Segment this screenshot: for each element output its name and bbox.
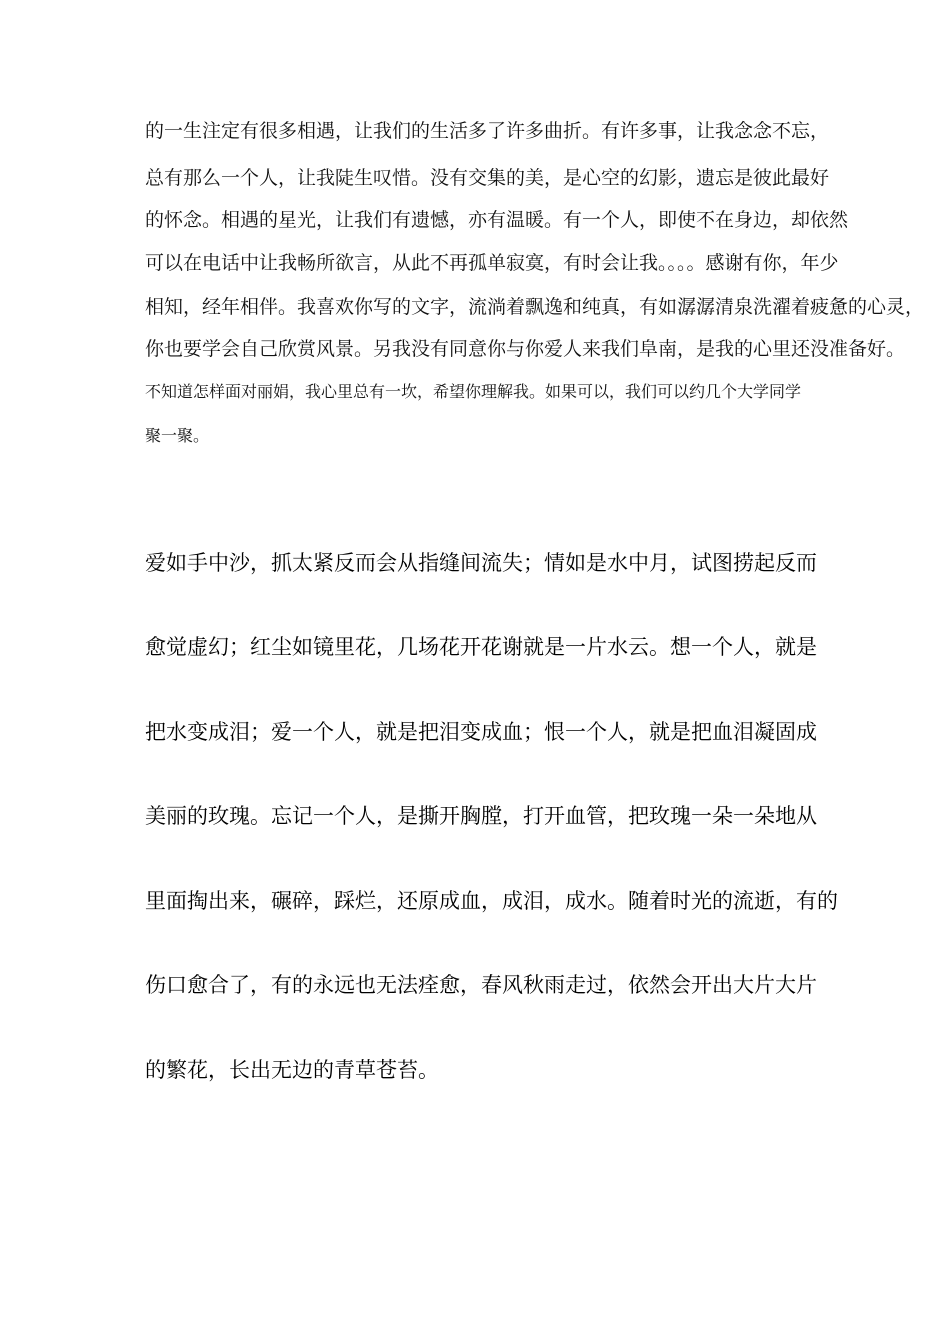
paragraph-line: 的一生注定有很多相遇，让我们的生活多了许多曲折。有许多事，让我念念不忘， [145, 120, 830, 142]
paragraph-line: 不知道怎样面对丽娟，我心里总有一坎，希望你理解我。如果可以，我们可以约几个大学同学 [145, 382, 802, 401]
paragraph-line: 的怀念。相遇的星光，让我们有遗憾，亦有温暖。有一个人，即使不在身边，却依然 [145, 209, 849, 231]
paragraph-line: 聚一聚。 [145, 426, 210, 445]
paragraph-line: 把水变成泪；爱一个人，就是把泪变成血；恨一个人，就是把血泪凝固成 [145, 720, 817, 744]
paragraph-line: 伤口愈合了，有的永远也无法痊愈，春风秋雨走过，依然会开出大片大片 [145, 973, 817, 997]
paragraph-line: 美丽的玫瑰。忘记一个人，是撕开胸膛，打开血管，把玫瑰一朵一朵地从 [145, 804, 817, 828]
paragraph-line: 可以在电话中让我畅所欲言，从此不再孤单寂寞，有时会让我。。。。感谢有你，年少 [145, 252, 839, 274]
paragraph-line: 爱如手中沙，抓太紧反而会从指缝间流失；情如是水中月，试图捞起反而 [145, 551, 817, 575]
paragraph-line: 你也要学会自己欣赏风景。另我没有同意你与你爱人来我们阜南，是我的心里还没准备好。 [145, 338, 906, 360]
paragraph-line: 的繁花，长出无边的青草苍苔。 [145, 1058, 439, 1082]
paragraph-line: 总有那么一个人，让我陡生叹惜。没有交集的美，是心空的幻影，遗忘是彼此最好 [145, 167, 830, 189]
paragraph-line: 相知，经年相伴。我喜欢你写的文字，流淌着飘逸和纯真，有如潺潺清泉洗濯着疲惫的心灵， [145, 296, 925, 318]
paragraph-line: 愈觉虚幻；红尘如镜里花，几场花开花谢就是一片水云。想一个人，就是 [145, 635, 817, 659]
paragraph-line: 里面掏出来，碾碎，踩烂，还原成血，成泪，成水。随着时光的流逝，有的 [145, 889, 838, 913]
